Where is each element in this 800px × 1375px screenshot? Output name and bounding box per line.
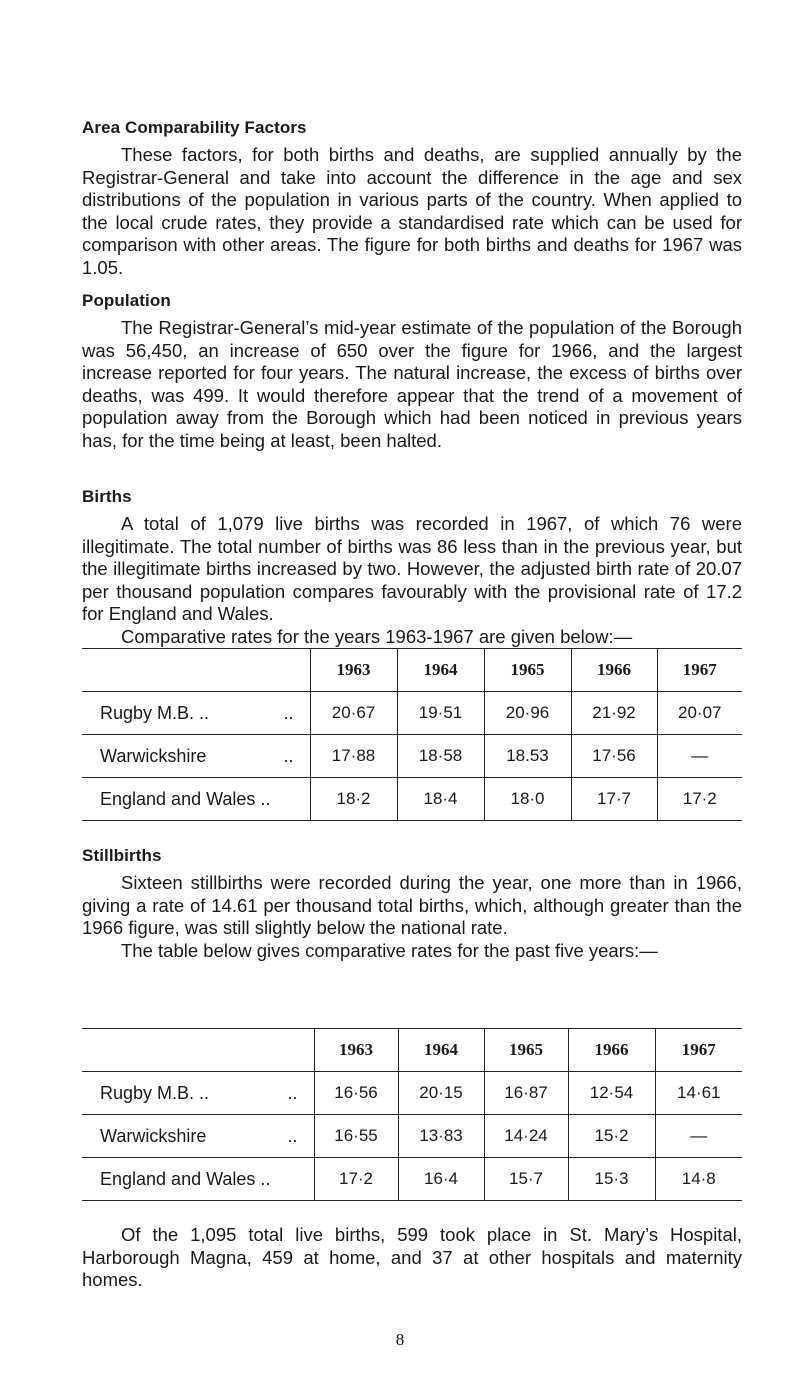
year-header: 1965	[484, 1029, 568, 1072]
table-cell: 17·88	[310, 735, 397, 778]
table-cell: 18.53	[484, 735, 571, 778]
table-cell: 14·24	[484, 1115, 568, 1158]
year-header: 1964	[398, 1029, 484, 1072]
table-cell: 17·56	[571, 735, 657, 778]
row-label-text: Warwickshire	[100, 1125, 207, 1146]
section-paragraph: Comparative rates for the years 1963-1967 are given below:—	[121, 625, 633, 647]
row-label-dots: ..	[283, 745, 294, 766]
table-cell: 17·2	[657, 778, 742, 821]
row-label	[82, 1072, 314, 1115]
table-cell: 18·2	[310, 778, 397, 821]
year-header: 1966	[571, 649, 657, 692]
row-label-text: Rugby M.B. ..	[100, 1082, 210, 1103]
section-stillbirths	[82, 846, 742, 962]
table-cell: 14·61	[655, 1072, 742, 1115]
section-paragraph: The table below gives comparative rates for the past five years:—	[121, 939, 658, 961]
section-paragraph: These factors, for both births and deaths, are supplied annually by the Registrar-General and take into account the difference in the age and sex distributions of the population in various parts of the country. When applied to the local crude rates, they provide a standardised rate which can be used for comparison with other areas. The figure for both births and deaths for 1967 was 1.05.	[82, 144, 742, 278]
row-label-text: Rugby M.B. ..	[100, 702, 210, 723]
row-label	[82, 735, 310, 778]
section-area-comparability	[82, 118, 742, 280]
year-header: 1963	[310, 649, 397, 692]
row-label	[82, 692, 310, 735]
row-label-text: England and Wales ..	[100, 1168, 271, 1189]
table-corner-cell	[82, 649, 310, 692]
table-cell: 20·96	[484, 692, 571, 735]
table-cell: 17·7	[571, 778, 657, 821]
table-cell: 18·4	[397, 778, 484, 821]
closing-paragraph: Of the 1,095 total live births, 599 took place in St. Mary’s Hospital, Harborough Magna, 459 at home, and 37 at other hospitals and maternity homes.	[82, 1224, 742, 1291]
section-paragraph: The Registrar-General’s mid-year estimate of the population of the Borough was 56,450, an increase of 650 over the figure for 1966, and the largest increase reported for four years. The natural increase, the excess of births over deaths, was 499. It would therefore appear that the trend of a movement of population away from the Borough which had been noticed in previous years has, for the time being at least, been halted.	[82, 317, 742, 451]
table-cell: 16·4	[398, 1158, 484, 1201]
table-row	[82, 692, 742, 735]
table-cell: 15·2	[568, 1115, 655, 1158]
row-label	[82, 1115, 314, 1158]
row-label	[82, 1158, 314, 1201]
table-row	[82, 1115, 742, 1158]
year-header: 1964	[397, 649, 484, 692]
section-paragraph: Sixteen stillbirths were recorded during the year, one more than in 1966, giving a rate of 14.61 per thousand total births, which, although greater than the 1966 figure, was still slightly below the national rate.	[82, 872, 742, 939]
table-row	[82, 735, 742, 778]
year-header: 1967	[657, 649, 742, 692]
table-header-row	[82, 649, 742, 692]
table-cell: 20·15	[398, 1072, 484, 1115]
row-label-dots: ..	[283, 702, 294, 723]
section-closing	[82, 1224, 742, 1292]
row-label	[82, 778, 310, 821]
table-row	[82, 1158, 742, 1201]
year-header: 1966	[568, 1029, 655, 1072]
table-corner-cell	[82, 1029, 314, 1072]
row-label-text: Warwickshire	[100, 745, 207, 766]
year-header: 1967	[655, 1029, 742, 1072]
births-rates-table	[82, 648, 742, 821]
table-cell: 20·07	[657, 692, 742, 735]
table-cell: 16·55	[314, 1115, 398, 1158]
table-cell: 20·67	[310, 692, 397, 735]
table-row	[82, 1072, 742, 1115]
year-header: 1963	[314, 1029, 398, 1072]
table-cell: 14·8	[655, 1158, 742, 1201]
year-header: 1965	[484, 649, 571, 692]
section-heading: Stillbirths	[82, 846, 162, 865]
section-heading: Births	[82, 487, 132, 506]
table-cell: —	[655, 1115, 742, 1158]
page-number: 8	[395, 1330, 405, 1349]
table-header-row	[82, 1029, 742, 1072]
table-cell: 18·0	[484, 778, 571, 821]
table-cell: —	[657, 735, 742, 778]
table-cell: 16·87	[484, 1072, 568, 1115]
table-row	[82, 778, 742, 821]
table-cell: 18·58	[397, 735, 484, 778]
table-cell: 21·92	[571, 692, 657, 735]
table-cell: 13·83	[398, 1115, 484, 1158]
row-label-dots: ..	[287, 1082, 298, 1103]
section-heading: Area Comparability Factors	[82, 118, 307, 137]
table-cell: 12·54	[568, 1072, 655, 1115]
row-label-text: England and Wales ..	[100, 788, 271, 809]
table-cell: 16·56	[314, 1072, 398, 1115]
table-cell: 19·51	[397, 692, 484, 735]
section-population	[82, 291, 742, 453]
section-births	[82, 487, 742, 649]
section-paragraph: A total of 1,079 live births was recorded in 1967, of which 76 were illegitimate. The total number of births was 86 less than in the previous year, but the illegitimate births increased by two. However, the adjusted birth rate of 20.07 per thousand population compares favourably with the provisional rate of 17.2 for England and Wales.	[82, 513, 742, 625]
stillbirths-rates-table	[82, 1028, 742, 1201]
table-cell: 15·3	[568, 1158, 655, 1201]
table-cell: 17·2	[314, 1158, 398, 1201]
section-heading: Population	[82, 291, 171, 310]
row-label-dots: ..	[287, 1125, 298, 1146]
table-cell: 15·7	[484, 1158, 568, 1201]
